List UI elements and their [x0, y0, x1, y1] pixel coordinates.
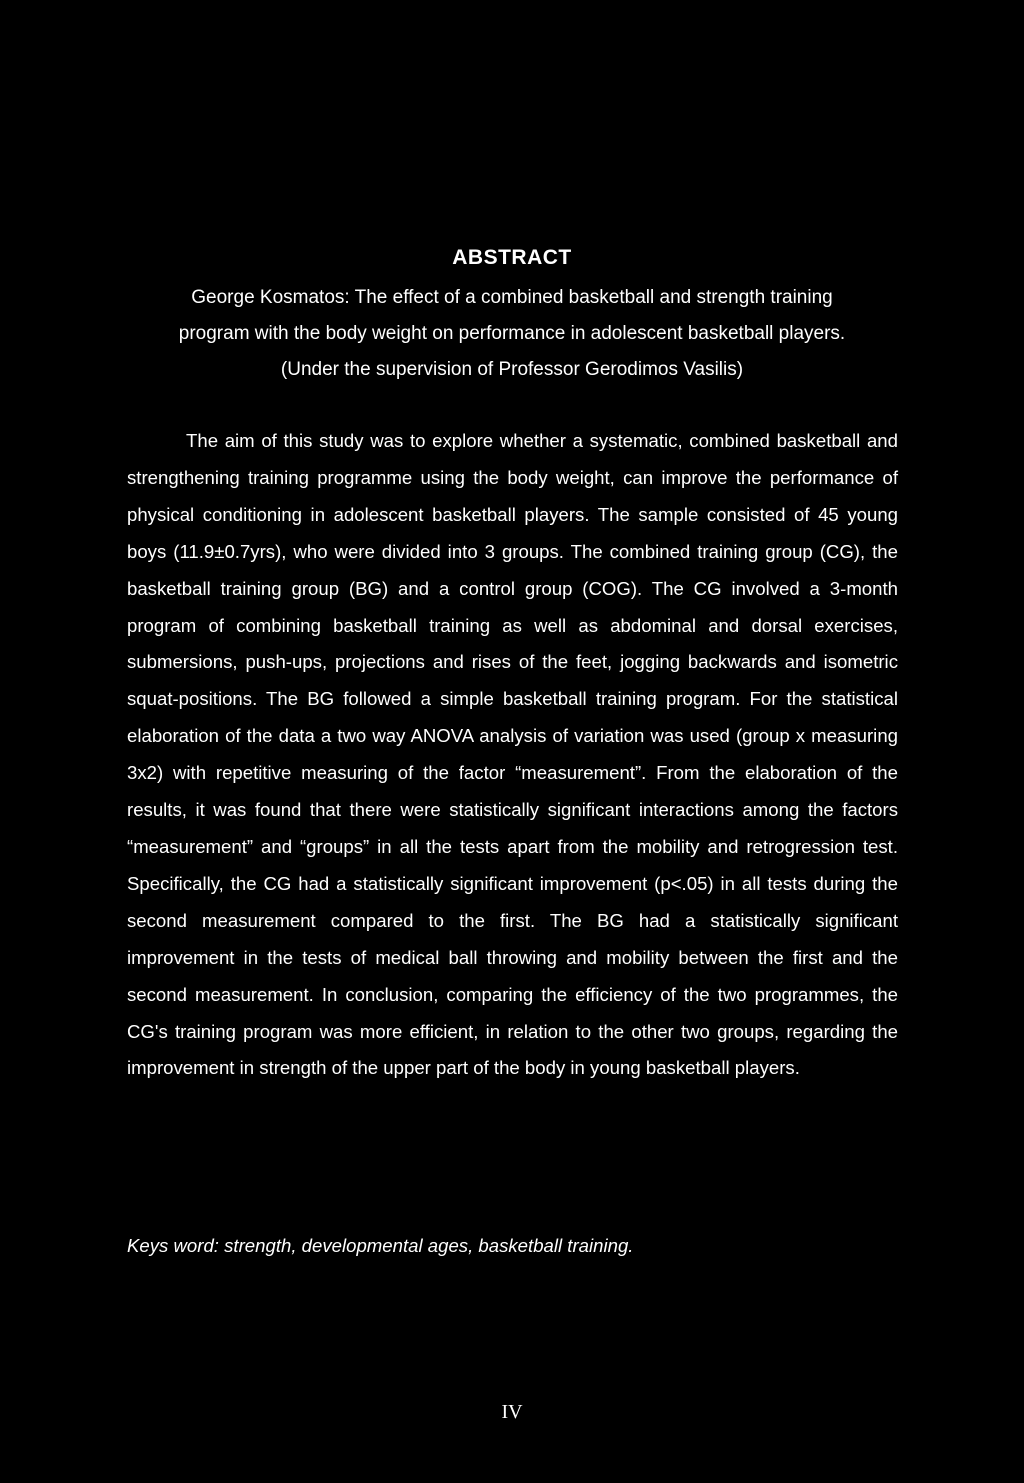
keywords-line: Keys word: strength, developmental ages, basketball training. [127, 1235, 634, 1256]
page-number: IV [501, 1401, 523, 1423]
byline-author-title: George Kosmatos: The effect of a combined basketball and strength training [191, 287, 833, 308]
byline-supervision: (Under the supervision of Professor Gerodimos Vasilis) [280, 359, 744, 380]
abstract-body: The aim of this study was to explore whether a systematic, combined basketball and strengthening training programme using the body weight, can improve the performance of physical conditioning in adolescent basketball players. The sample consisted of 45 young boys (11.9±0.7yrs), who were divided into 3 groups. The combined training group (CG), the basketball training group (BG) and a control group (COG). The CG involved a 3-month program of combining basketball training as well as abdominal and dorsal exercises, submersions, push-ups, projections and rises of the feet, jogging backwards and isometric squat-positions. The BG followed a simple basketball training program. For the statistical elaboration of the data a two way ANOVA analysis of variation was used (group x measuring 3x2) with repetitive measuring of the factor “measurement”. From the elaboration of the results, it was found that there were statistically significant interactions among the factors “measurement” and “groups” in all the tests apart from the mobility and retrogression test. Specifically, the CG had a statistically significant improvement (p<.05) in all tests during the second measurement compared to the first. The BG had a statistically significant improvement in the tests of medical ball throwing and mobility between the first and the second measurement. In conclusion, comparing the efficiency of the two programmes, the CG's training program was more efficient, in relation to the other two groups, regarding the improvement in strength of the upper part of the body in young basketball players. [127, 430, 898, 1079]
abstract-heading: ABSTRACT [452, 246, 572, 269]
byline-title-continued: program with the body weight on performance in adolescent basketball players. [178, 323, 846, 344]
